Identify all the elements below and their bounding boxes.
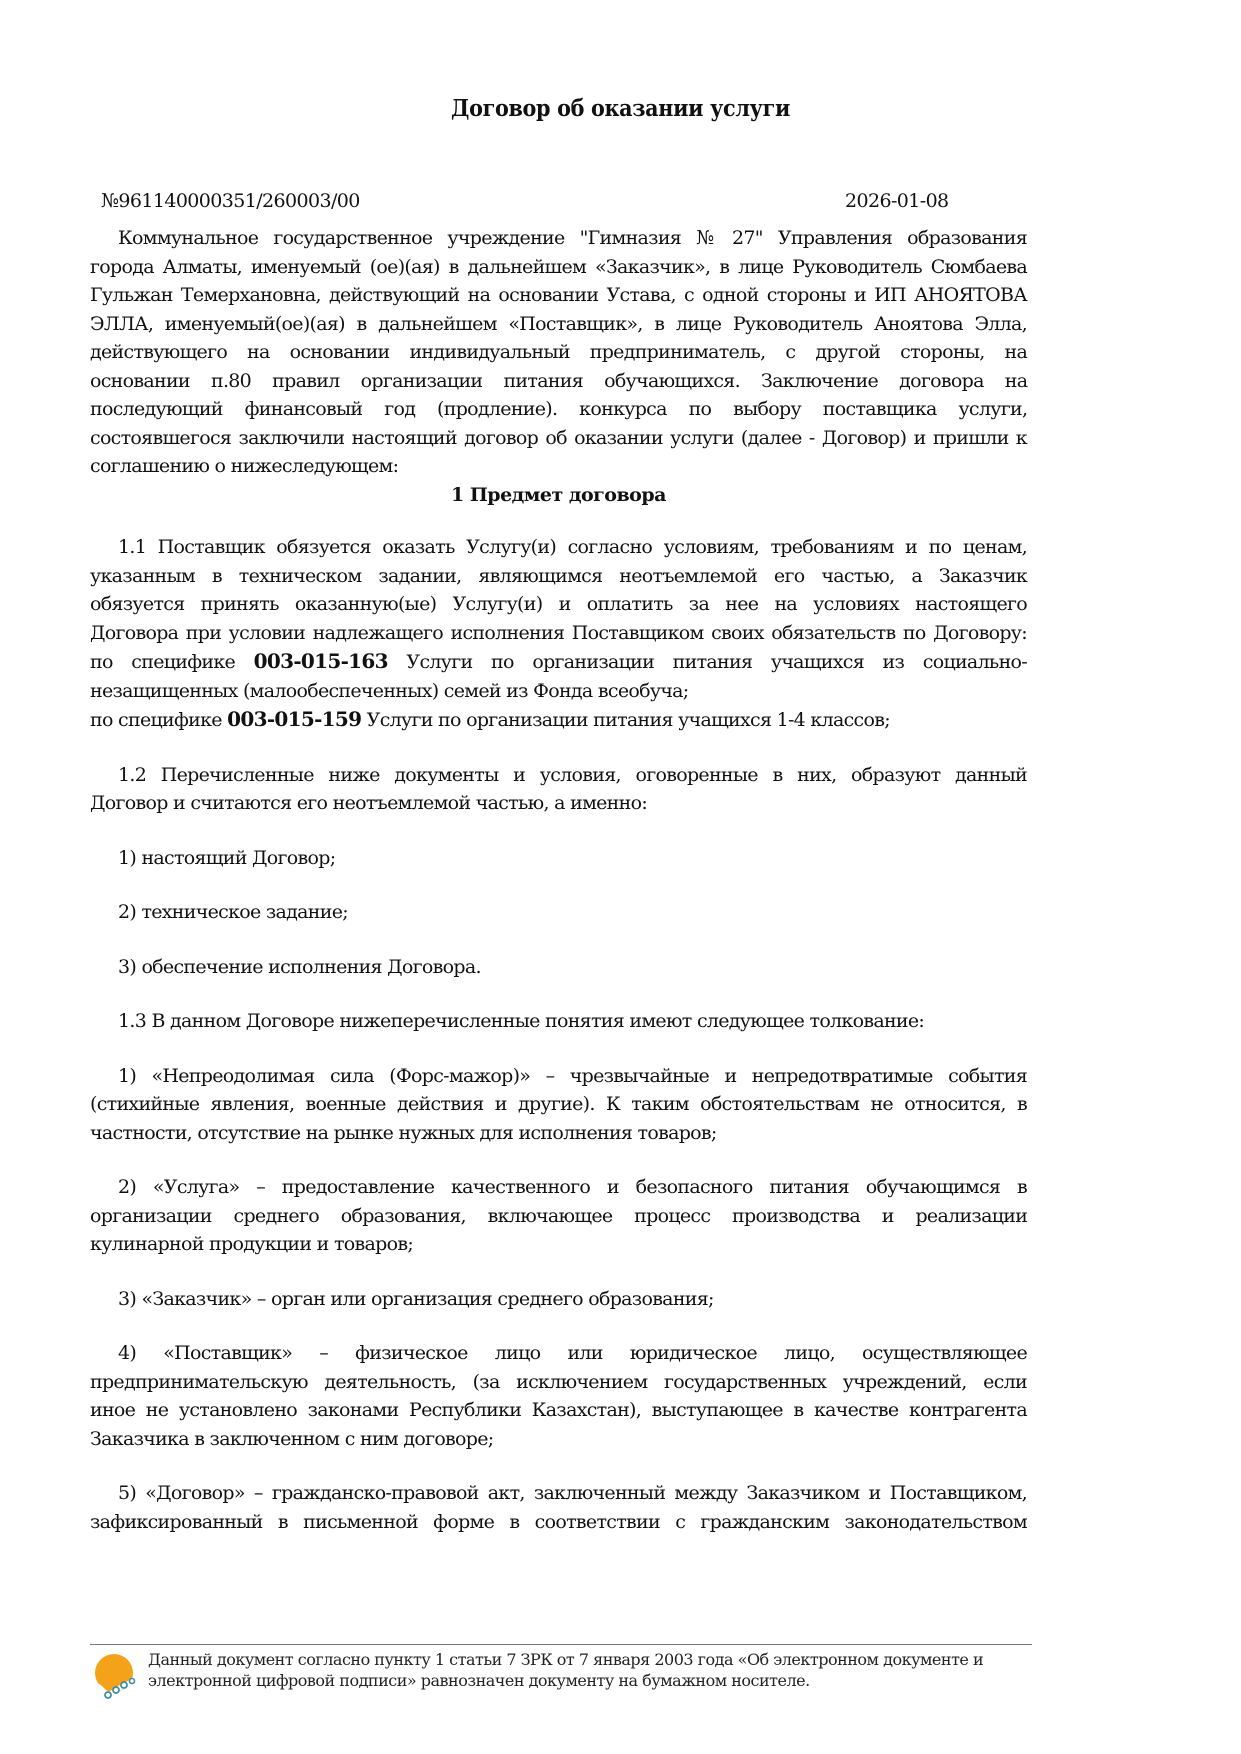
list-item: 3) обеспечение исполнения Договора.: [118, 955, 481, 978]
definition-item: [90, 1062, 1027, 1148]
document-title: Договор об оказании услуги: [450, 95, 791, 122]
spec-line-2: [90, 705, 1027, 735]
definition-line: частности, отсутствие на рынке нужных для исполнения товаров;: [90, 1121, 717, 1144]
preamble-line: города Алматы, именуемый (ое)(ая) в дальнейшем «Заказчик», в лице Руководитель Сюмбаева: [90, 255, 1027, 278]
definition-item: [90, 1339, 1027, 1453]
footer-divider: [90, 1644, 1032, 1645]
definition-line: 3) «Заказчик» – орган или организация среднего образования;: [118, 1287, 714, 1310]
definition-line: Заказчика в заключенном с ним договоре;: [90, 1427, 494, 1450]
page-footer: [90, 1648, 1040, 1706]
spec-prefix: по специфике: [90, 651, 236, 673]
document-body: [90, 224, 1027, 1536]
spec-code: 003-015-159: [227, 707, 362, 731]
definition-line: (стихийные явления, военные действия и другие). К таким обстоятельствам не относится, в: [90, 1093, 1027, 1115]
clause-line: 1.2 Перечисленные ниже документы и условия, оговоренные в них, образуют данный: [118, 763, 1027, 786]
definition-line: зафиксированный в письменной форме в соответствии с гражданским законодательством: [90, 1510, 1027, 1533]
definition-item: [90, 1285, 1027, 1314]
list-item: 2) техническое задание;: [118, 901, 348, 923]
definition-line: 4) «Поставщик» – физическое лицо или юридическое лицо, осуществляющее: [118, 1342, 1027, 1364]
preamble-line: соглашению о нижеследующем:: [90, 455, 399, 477]
preamble-line: Гульжан Темерхановна, действующий на основании Устава, с одной стороны и ИП АНОЯТОВА: [90, 284, 1027, 306]
footer-line: электронной цифровой подписи» равнозначен документу на бумажном носителе.: [148, 1671, 810, 1690]
definition-line: 1) «Непреодолимая сила (Форс-мажор)» – чрезвычайные и непредотвратимые события: [118, 1064, 1027, 1087]
clause-1-1: [90, 533, 1027, 735]
egov-sun-logo-icon: [90, 1651, 140, 1701]
definition-line: кулинарной продукции и товаров;: [90, 1233, 414, 1255]
contract-date: 2026-01-08: [845, 190, 949, 212]
clause-line: обязуется принять оказанную(ые) Услугу(и) и оплатить за нее на условиях настоящего: [90, 593, 1027, 615]
spec-line-1: [90, 647, 1027, 677]
preamble-line: действующего на основании индивидуальный предприниматель, с другой стороны, на: [90, 341, 1028, 363]
definition-item: [90, 1173, 1027, 1259]
definition-line: организации среднего образования, включающее процесс производства и реализации: [90, 1204, 1028, 1227]
clause-line: Договора при условии надлежащего исполнения Поставщиком своих обязательств по Договору:: [90, 621, 1027, 644]
definition-line: предпринимательскую деятельность, (за исключением государственных учреждений, если: [90, 1370, 1027, 1393]
preamble-line: основании п.80 правил организации питания обучающихся. Заключение договора на: [90, 369, 1028, 392]
preamble-line: последующий финансовый год (продление). конкурса по выбору поставщика услуги,: [90, 398, 1028, 420]
clause-line: 1.1 Поставщик обязуется оказать Услугу(и) согласно условиям, требованиям и по ценам,: [118, 536, 1027, 558]
clause-1-2: [90, 761, 1027, 818]
list-item: 1) настоящий Договор;: [118, 846, 336, 869]
contract-number: №961140000351/260003/00: [101, 190, 360, 212]
definition-line: 2) «Услуга» – предоставление качественного и безопасного питания обучающимся в: [118, 1176, 1027, 1198]
footer-line: Данный документ согласно пункту 1 статьи 7 ЗРК от 7 января 2003 года «Об электронном документе и: [148, 1650, 984, 1669]
preamble-line: Коммунальное государственное учреждение "Гимназия № 27" Управления образования: [118, 227, 1027, 249]
section-heading: 1 Предмет договора: [451, 483, 666, 506]
clause-line: указанным в техническом задании, являющимся неотъемлемой его частью, а Заказчик: [90, 564, 1028, 587]
footer-legal-text: [148, 1649, 983, 1691]
preamble-paragraph: [90, 224, 1027, 481]
definition-item: [90, 1479, 1027, 1536]
spec-code: 003-015-163: [253, 649, 388, 673]
clause-line: Договор и считаются его неотъемлемой частью, а именно:: [90, 792, 648, 814]
spec-prefix: по специфике: [90, 709, 222, 731]
clause-1-3: 1.3 В данном Договоре нижеперечисленные понятия имеют следующее толкование:: [118, 1010, 925, 1032]
spec-text: Услуги по организации питания учащихся из социально-: [406, 651, 1028, 673]
spec-text: Услуги по организации питания учащихся 1-4 классов;: [366, 709, 890, 731]
preamble-line: ЭЛЛА, именуемый(ое)(ая) в дальнейшем «Поставщик», в лице Руководитель Аноятова Элла,: [90, 312, 1027, 335]
definition-line: иное не установлено законами Республики Казахстан), выступающее в качестве контрагента: [90, 1399, 1027, 1421]
preamble-line: состоявшегося заключили настоящий договор об оказании услуги (далее - Договор) и пришли к: [90, 426, 1027, 449]
definition-line: 5) «Договор» – гражданско-правовой акт, заключенный между Заказчиком и Поставщиком,: [118, 1482, 1027, 1504]
spec-line-1-cont: незащищенных (малообеспеченных) семей из Фонда всеобуча;: [90, 679, 689, 702]
